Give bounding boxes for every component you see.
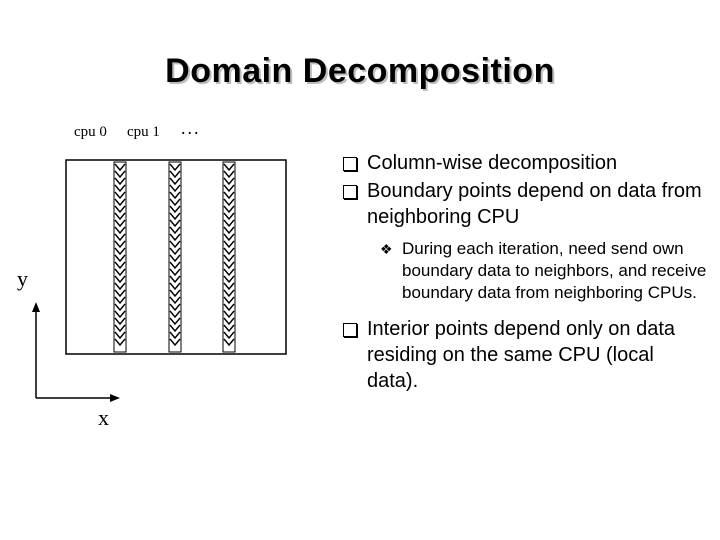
y-axis-label: y [17, 266, 28, 291]
sub-bullet-text: During each iteration, need send own boundary data to neighbors, and receive boundary data from neighboring CPUs. [402, 239, 707, 302]
boundary-column [114, 162, 126, 352]
boundary-column [223, 162, 235, 352]
bullet-text: Column-wise decomposition [367, 152, 618, 174]
slide-title: Domain Decomposition [165, 52, 555, 90]
diamond-star-icon: ❖ [380, 241, 393, 257]
axes-arrows [32, 302, 120, 402]
cpu-0-label: cpu 0 [74, 124, 107, 140]
cpu-ellipsis-label: ... [181, 118, 201, 138]
bullet-text: Interior points depend only on data residing on the same CPU (local data). [367, 318, 675, 392]
sub-bullet-item [380, 238, 710, 304]
x-axis-arrowhead [110, 394, 120, 402]
bullet-item [340, 150, 710, 176]
bullet-item [340, 316, 710, 394]
boundary-columns [114, 162, 235, 352]
square-checkbox-icon [343, 185, 357, 199]
x-axis-label: x [98, 405, 109, 430]
boundary-column [169, 162, 181, 352]
bullet-item [340, 178, 710, 230]
bullet-list [340, 150, 710, 396]
square-checkbox-icon [343, 323, 357, 337]
y-axis-arrowhead [32, 302, 40, 312]
square-checkbox-icon [343, 157, 357, 171]
bullet-text: Boundary points depend on data from neighboring CPU [367, 180, 702, 228]
cpu-1-label: cpu 1 [127, 124, 160, 140]
